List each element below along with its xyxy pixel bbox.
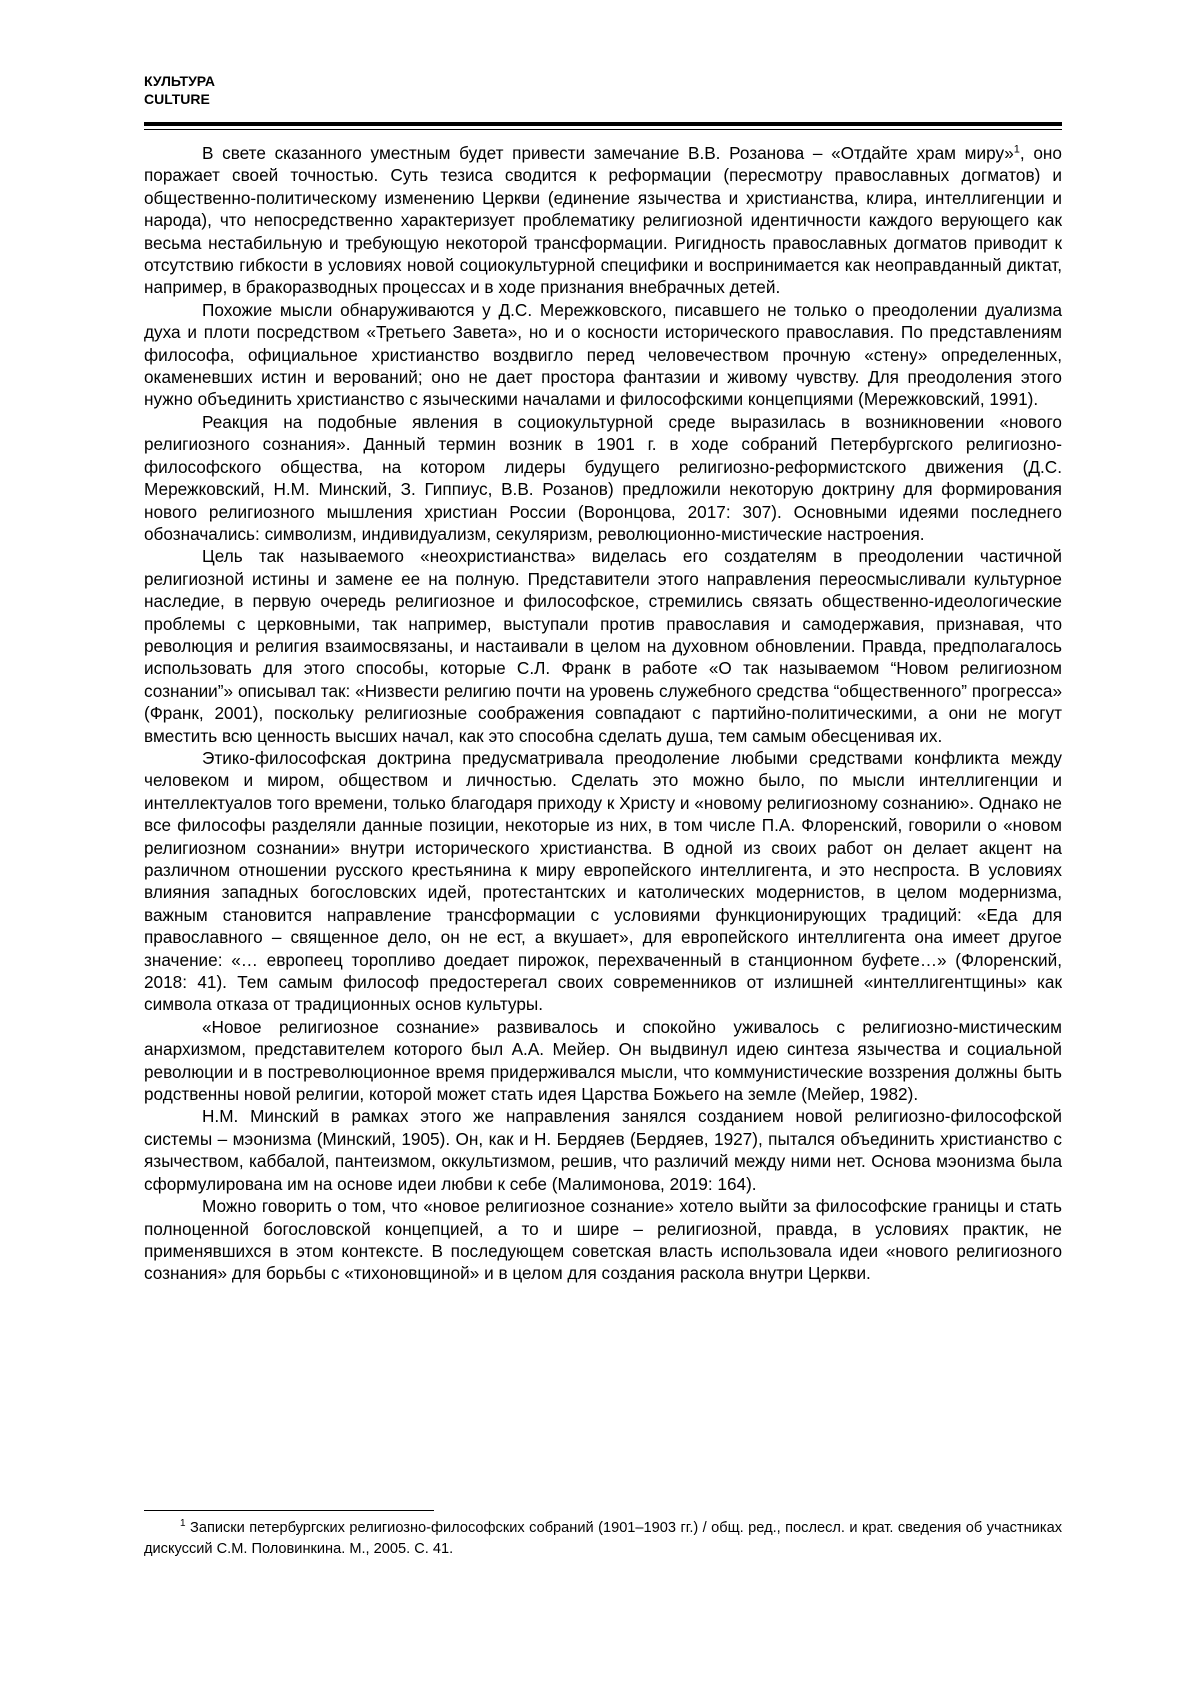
- paragraph: Похожие мысли обнаруживаются у Д.С. Мережковского, писавшего не только о преодолении дуализма духа и плоти посредством «Третьего Завета», но и о косности исторического православия. По представлениям философа, официальное христианство воздвигло перед человечеством прочную «стену» определенных, окаменевших истин и верований; оно не дает простора фантазии и живому чувству. Для преодоления этого нужно объединить христианство с языческими началами и философскими концепциями (Мережковский, 1991).: [144, 299, 1062, 410]
- paragraph: [144, 142, 1062, 299]
- footnote-separator: [144, 1510, 434, 1511]
- footnote-mark: 1: [180, 1518, 186, 1530]
- header-rule-thick: [144, 122, 1062, 126]
- paragraph: Можно говорить о том, что «новое религиозное сознание» хотело выйти за философские границы и стать полноценной богословской концепцией, а то и шире – религиозной, правда, в условиях практик, не применявшихся в этом контексте. В последующем советская власть использовала идеи «нового религиозного сознания» для борьбы с «тихоновщиной» и в целом для создания раскола внутри Церкви.: [144, 1196, 1062, 1284]
- paragraph-text: , оно поражает своей точностью. Суть тезиса сводится к реформации (пересмотру православных догматов) и общественно-политическому изменению Церкви (единение язычества и христианства, клира, интеллигенции и народа), что непосредственно характеризует проблематику религиозной идентичности каждого верующего как весьма нестабильную и требующую некоторой трансформации. Ригидность православных догматов приводит к отсутствию гибкости в условиях новой социокультурной специфики и воспринимается как неоправданный диктат, например, в бракоразводных процессах и в ходе признания внебрачных детей.: [144, 143, 1062, 298]
- paragraph: Этико-философская доктрина предусматривала преодоление любыми средствами конфликта между человеком и миром, обществом и личностью. Сделать это можно было, по мысли интеллигенции и интеллектуалов того времени, только благодаря приходу к Христу и «новому религиозному сознанию». Однако не все философы разделяли данные позиции, некоторые из них, в том числе П.А. Флоренский, говорили о «новом религиозном сознании» внутри исторического христианства. В одной из своих работ он делает акцент на различном отношении русского крестьянина к миру европейского интеллигента, и это неспроста. В условиях влияния западных богословских идей, протестантских и католических модернистов, в целом модернизма, важным становится направление трансформации с условиями функционирующих традиций: «Еда для православного – священное дело, он не ест, а вкушает», для европейского интеллигента она имеет другое значение: «… европеец торопливо доедает пирожок, перехваченный в станционном буфете…» (Флоренский, 2018: 41). Тем самым философ предостерегал своих современников от излишней «интеллигентщины» как символа отказа от традиционных основ культуры.: [144, 747, 1062, 1015]
- footnote: [144, 1518, 1062, 1560]
- running-header: [144, 72, 215, 108]
- footnote-paragraph: [144, 1518, 1062, 1560]
- footnote-text: Записки петербургских религиозно-философских собраний (1901–1903 гг.) / общ. ред., послесл. и крат. сведения об участниках дискуссий С.М. Половинкина. М., 2005. С. 41.: [144, 1520, 1062, 1557]
- header-rule-thin: [144, 129, 1062, 130]
- paragraph: «Новое религиозное сознание» развивалось и спокойно уживалось с религиозно-мистическим анархизмом, представителем которого был А.А. Мейер. Он выдвинул идею синтеза язычества и социальной революции и в постреволюционное время придерживался мысли, что коммунистические воззрения должны быть родственны новой религии, которой может стать идея Царства Божьего на земле (Мейер, 1982).: [144, 1016, 1062, 1105]
- paragraph: Н.М. Минский в рамках этого же направления занялся созданием новой религиозно-философской системы – мэонизма (Минский, 1905). Он, как и Н. Бердяев (Бердяев, 1927), пытался объединить христианство с язычеством, каббалой, пантеизмом, оккультизмом, решив, что различий между ними нет. Основа мэонизма была сформулирована им на основе идеи любви к себе (Малимонова, 2019: 164).: [144, 1106, 1062, 1194]
- paragraph: Реакция на подобные явления в социокультурной среде выразилась в возникновении «нового религиозного сознания». Данный термин возник в 1901 г. в ходе собраний Петербургского религиозно-философского общества, на котором лидеры будущего религиозно-реформистского движения (Д.С. Мережковский, Н.М. Минский, З. Гиппиус, В.В. Розанов) предложили некоторую доктрину для формирования нового религиозного мышления христиан России (Воронцова, 2017: 307). Основными идеями последнего обозначались: символизм, индивидуализм, секуляризм, революционно-мистические настроения.: [144, 411, 1062, 544]
- paragraph: Цель так называемого «неохристианства» виделась его создателям в преодолении частичной религиозной истины и замене ее на полную. Представители этого направления переосмысливали культурное наследие, в первую очередь религиозное и философское, стремились связать общественно-идеологические проблемы с церковными, так например, выступали против православия и самодержавия, признавая, что революция и религия взаимосвязаны, и настаивали в целом на духовном обновлении. Правда, предполагалось использовать для этого способы, которые С.Л. Франк в работе «О так называемом “Новом религиозном сознании”» описывал так: «Низвести религию почти на уровень служебного средства “общественного” прогресса» (Франк, 2001), поскольку религиозные соображения совпадают с партийно-политическими, а они не могут вместить всю ценность высших начал, как это способна сделать душа, тем самым обесценивая их.: [144, 546, 1062, 746]
- footnote-reference: 1: [1013, 143, 1020, 156]
- section-title-en: CULTURE: [144, 91, 210, 107]
- article-body: [144, 142, 1062, 1285]
- section-title-ru: КУЛЬТУРА: [144, 73, 216, 89]
- paragraph-text: В свете сказанного уместным будет привести замечание В.В. Розанова – «Отдайте храм миру»: [202, 143, 1014, 163]
